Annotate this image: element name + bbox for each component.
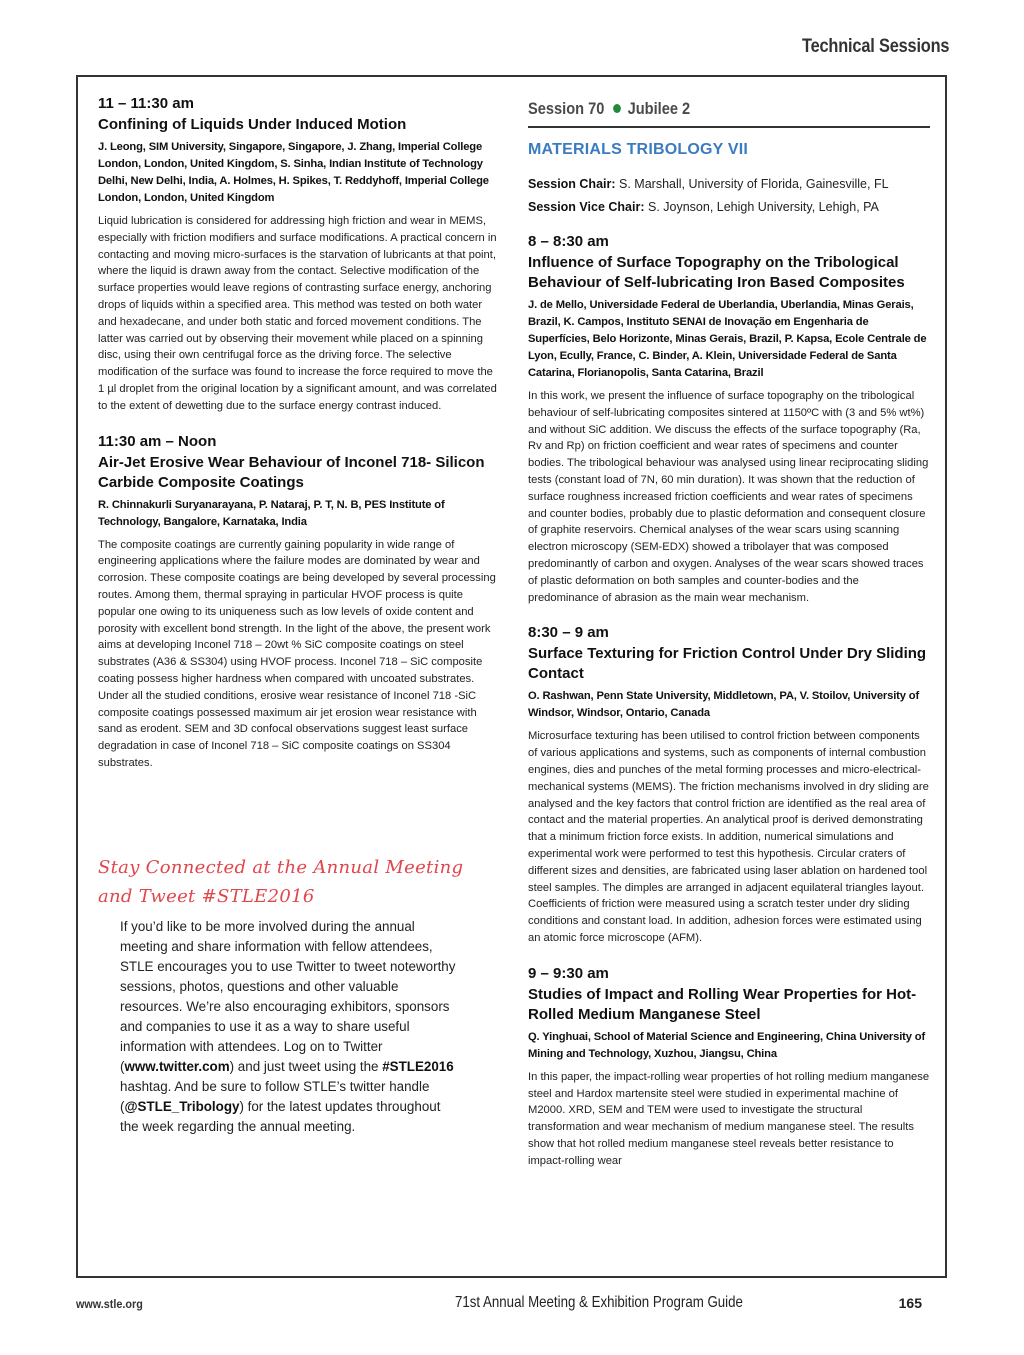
session-vice-chair <box>528 196 930 219</box>
stay-heading-line: and Tweet #STLE2016 <box>98 886 315 907</box>
session-number: Session 70 <box>528 99 605 118</box>
twitter-link[interactable]: www.twitter.com <box>124 1059 230 1074</box>
talk-abstract: Liquid lubrication is considered for addressing high friction and wear in MEMS, especially with friction modifiers and surface modifications. A practical concern in contacting and moving micro-surfaces is the starvation of lubricants at that point, where the liquid is drawn away from the contact. Selective modification of the surface properties would leave regions of contrasting surface energy, anchoring drops of liquids within a specified area. This method was tested on both water and hexadecane, and under both static and forced movement conditions. The latter was carried out by observing their movement while placed on a spinning disc, using their own centrifugal force as the driving force. The selective modification of the surface was found to increase the force required to move the 1 µl droplet from the original location by a significant amount, and was correlated to the extent of dewetting due to the surface energy contrast induced. <box>98 215 497 412</box>
talk-authors: R. Chinnakurli Suryanarayana, P. Nataraj, P. T, N. B, PES Institute of Technology, Bangalore, Karnataka, India <box>98 498 445 528</box>
talk-time: 8 – 8:30 am <box>528 233 609 250</box>
stay-connected-heading <box>98 853 498 911</box>
talk-title: Influence of Surface Topography on the Tribological Behaviour of Self-lubricating Iron Based Composites <box>528 254 905 291</box>
talk-title: Confining of Liquids Under Induced Motion <box>98 116 407 133</box>
stay-heading-line: Stay Connected at the Annual Meeting <box>98 857 464 878</box>
talk-authors: O. Rashwan, Penn State University, Middletown, PA, V. Stoilov, University of Windsor, Windsor, Ontario, Canada <box>528 690 920 720</box>
stay-text: hashtag. And be sure to follow STLE’s twitter handle ( <box>120 1079 430 1114</box>
footer-website[interactable]: www.stle.org <box>76 1297 143 1311</box>
talk-abstract: In this work, we present the influence of surface topography on the tribological behaviour of self-lubricating composites sintered at 1150ºC with (3 and 5% wt%) and without SiC addition. We discuss the effects of the surface topography (Ra, Rv and Rp) on friction coefficient and wear rates of specimens and counter bodies. The tribological behaviour was analysed using linear reciprocating sliding tests (constant load of 7N, 60 min duration). It was shown that the reduction of surface roughness increased friction coefficients and wear rates of specimens and counter bodies, probably due to plastic deformation and consequent closure of graphite reservoirs. Chemical analyses of the wear scars using scanning electron microscopy (SEM-EDX) showed a tribolayer that was composed predominantly of carbon and oxygen. Analyses of the wear scars showed traces of plastic deformation on both samples and counter-bodies and the predominance of abrasion as the main wear mechanism. <box>528 390 929 604</box>
session-room: Jubilee 2 <box>627 99 691 118</box>
talk-block <box>98 95 502 415</box>
session-chair <box>528 173 930 196</box>
talk-time: 9 – 9:30 am <box>528 964 609 982</box>
section-header: Technical Sessions <box>801 36 949 57</box>
content-frame <box>76 75 947 1278</box>
stay-text: ) and just tweet using the <box>229 1059 383 1074</box>
talk-title: Studies of Impact and Rolling Wear Properties for Hot-Rolled Medium Manganese Steel <box>528 985 917 1023</box>
page-number: 165 <box>898 1295 922 1311</box>
talk-authors: J. Leong, SIM University, Singapore, Singapore, J. Zhang, Imperial College London, London, United Kingdom, S. Sinha, Indian Institute of Technology Delhi, New Delhi, India, A. Holmes, H. Spikes, T. Reddyhoff, Imperial College London, London, United Kingdom <box>98 141 489 204</box>
talk-authors: Q. Yinghuai, School of Material Science and Engineering, China University of Mining and Technology, Xuzhou, Jiangsu, China <box>528 1030 926 1060</box>
right-column <box>528 99 930 1170</box>
talk-time: 11:30 am – Noon <box>98 432 217 450</box>
session-header <box>528 99 930 128</box>
talk-time: 11 – 11:30 am <box>98 95 194 112</box>
talk-time: 8:30 – 9 am <box>528 624 609 642</box>
chair-value: S. Marshall, University of Florida, Gainesville, FL <box>619 177 889 191</box>
session-title: MATERIALS TRIBOLOGY VII <box>528 141 749 158</box>
talk-title: Surface Texturing for Friction Control Under Dry Sliding Contact <box>528 645 927 683</box>
hashtag: #STLE2016 <box>382 1059 454 1074</box>
twitter-handle: @STLE_Tribology <box>124 1099 240 1114</box>
talk-block <box>528 233 930 606</box>
talk-block <box>528 624 930 946</box>
talk-title: Air-Jet Erosive Wear Behaviour of Inconel 718- Silicon Carbide Composite Coatings <box>98 453 485 491</box>
vice-chair-label: Session Vice Chair: <box>528 200 645 214</box>
talk-abstract: Microsurface texturing has been utilised to control friction between components of various applications and systems, such as components of internal combustion engines, dies and punches of the metal forming processes and micro-electrical-mechanical systems (MEMS). The friction mechanisms involved in dry sliding are analysed and the key factors that control friction are identified as the real area of contact and the material properties. An analytical proof is derived demonstrating that a minimum friction force exists. In addition, numerical simulations and experimental work were performed to test this hypothesis. Circular craters of different sizes and densities, are fabricated using laser ablation on hardened tool steel samples. The dimples are arranged in adjacent equilateral triangles layout. Coefficients of friction were measured using a scratch tester under dry sliding conditions and constant load. In addition, adhesion forces were estimated using an atomic force microscope (AFM). <box>528 730 929 944</box>
stay-text: If you’d like to be more involved during the annual meeting and share information with fellow attendees, STLE encourages you to use Twitter to tweet noteworthy sessions, photos, questions and other valuable resources. We’re also encouraging exhibitors, sponsors and companies to use it as a way to share useful information with attendees. Log on to Twitter ( <box>120 919 456 1074</box>
left-column <box>98 95 502 772</box>
session-rule <box>528 126 930 128</box>
talk-block <box>98 433 502 772</box>
session-label <box>528 99 690 119</box>
talk-abstract: In this paper, the impact-rolling wear properties of hot rolling medium manganese steel and Hardox martensite steel were studied in experimental machine of M2000. XRD, SEM and TEM were used to investigate the structural transformation and wear mechanism of medium manganese steel. The results show that hot rolled medium manganese steel reveals better resistance to impact-rolling wear <box>528 1070 930 1167</box>
footer-guide-title: 71st Annual Meeting & Exhibition Program Guide <box>455 1294 743 1311</box>
talk-abstract: The composite coatings are currently gaining popularity in wide range of engineering applications where the failure modes are dominated by wear and corrosion. These composite coatings are being developed by several processing routes. Among them, thermal spraying in particular HVOF process is quite popular one owing to its uniqueness such as low levels of oxide content and porosity with excellent bond strength. In the light of the above, the present work aims at developing Inconel 718 – 20wt % SiC composite coatings on steel substrates (A36 & SS304) using HVOF process. Inconel 718 – SiC composite coating possess higher hardness when compared with uncoated substrates. Under all the studied conditions, erosive wear resistance of Inconel 718 -SiC composite coatings possessed maximum air jet erosion wear resistance with sand as erodent. SEM and 3D confocal observations suggest least surface degradation in case of Inconel 718 – SiC composite coatings on SS304 substrates. <box>98 538 496 769</box>
talk-block <box>528 965 930 1170</box>
stay-text: ) for the latest updates throughout the week regarding the annual meeting. <box>120 1099 441 1134</box>
bullet-dot-icon <box>613 104 621 113</box>
chair-label: Session Chair: <box>528 177 616 191</box>
vice-chair-value: S. Joynson, Lehigh University, Lehigh, PA <box>647 200 879 214</box>
talk-authors: J. de Mello, Universidade Federal de Uberlandia, Uberlandia, Minas Gerais, Brazil, K. Campos, Instituto SENAI de Inovação em Engenharia de Superfícies, Belo Horizonte, Minas Gerais, Brazil, P. Kapsa, Ecole Centrale de Lyon, Ecully, France, C. Binder, A. Klein, Universidade Federal de Santa Catarina, Florianopolis, Santa Catarina, Brazil <box>528 299 927 379</box>
stay-connected-body <box>120 917 460 1137</box>
